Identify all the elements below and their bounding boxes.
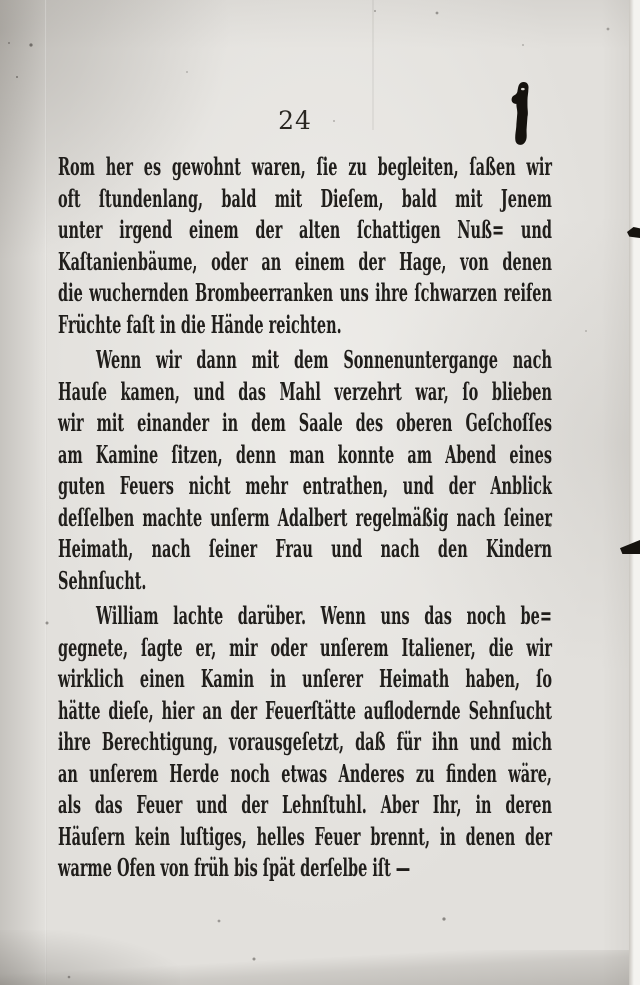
text-line: William lachte darüber. Wenn uns das noch be= bbox=[95, 601, 552, 630]
text-line: Kaſtanienbäume, oder an einem der Hage, von denen bbox=[58, 246, 552, 276]
text-line: deſſelben machte unſerm Adalbert regelmäßig nach ſeiner bbox=[58, 502, 552, 532]
text-line: Rom her es gewohnt waren, ſie zu begleiten, ſaßen wir bbox=[58, 152, 552, 181]
paper-specks bbox=[0, 0, 2, 2]
page-number: 24 bbox=[278, 106, 312, 135]
text-line: warme Ofen von früh bis ſpät derſelbe iſt — bbox=[58, 853, 411, 882]
bottom-corner-shadow bbox=[0, 930, 180, 985]
text-line: Häuſern kein luſtiges, helles Feuer brennt, in denen der bbox=[58, 821, 552, 851]
text-line: unter irgend einem der alten ſchattigen Nuß= und bbox=[58, 215, 552, 244]
text-block bbox=[58, 151, 552, 884]
paper-crease bbox=[45, 0, 47, 985]
text-line: die wuchernden Brombeerranken uns ihre ſchwarzen reifen bbox=[58, 278, 552, 307]
text-line: am Kamine ſitzen, denn man konnte am Abend eines bbox=[58, 439, 552, 469]
text-line: Heimath, nach ſeiner Frau und nach den Kindern bbox=[58, 534, 552, 563]
text-line: Früchte faſt in die Hände reichten. bbox=[58, 309, 342, 339]
text-line: guten Feuers nicht mehr entrathen, und der Anblick bbox=[58, 471, 552, 500]
text-line: als das Feuer und der Lehnſtuhl. Aber Ihr, in deren bbox=[58, 790, 552, 819]
text-line: Sehnſucht. bbox=[58, 565, 147, 595]
text-line: ihre Berechtigung, vorausgeſetzt, daß für ihn und mich bbox=[58, 727, 552, 756]
text-line: an unſerem Herde noch etwas Anderes zu finden wäre, bbox=[58, 758, 552, 788]
text-line: Wenn wir dann mit dem Sonnenuntergange nach bbox=[95, 345, 552, 374]
ink-blot-icon bbox=[509, 81, 533, 147]
text-line: hätte dieſe, hier an der Feuerſtätte auflodernde Sehnſucht bbox=[58, 695, 552, 725]
scan-edge-strip bbox=[629, 0, 640, 985]
text-line: gegnete, ſagte er, mir oder unſerem Italiener, die wir bbox=[58, 632, 552, 662]
text-line: wirklich einen Kamin in unſerer Heimath haben, ſo bbox=[58, 664, 552, 693]
text-line: wir mit einander in dem Saale des oberen Geſchoſſes bbox=[58, 408, 552, 437]
text-line: Hauſe kamen, und das Mahl verzehrt war, ſo blieben bbox=[58, 376, 552, 406]
text-line: oft ſtundenlang, bald mit Dieſem, bald mit Jenem bbox=[58, 183, 552, 213]
